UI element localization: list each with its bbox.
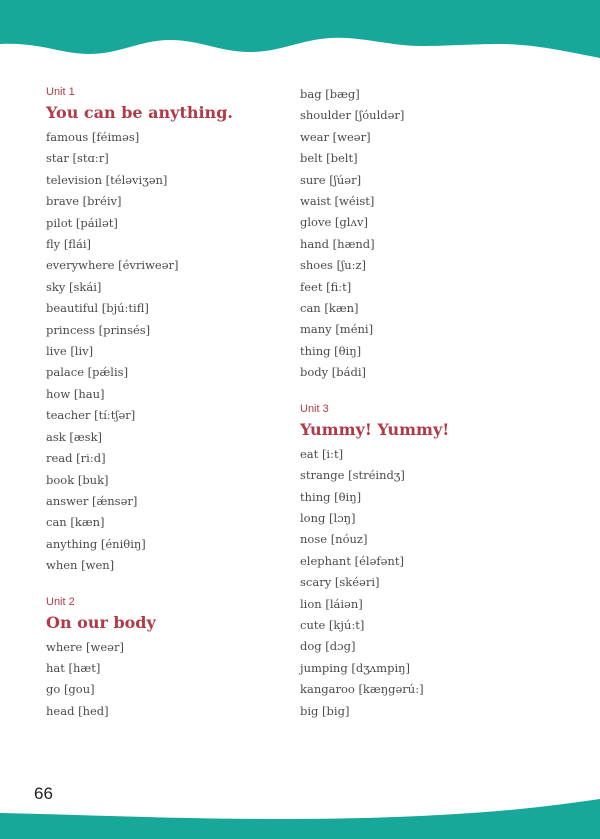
word-item: hat [hæt] [46, 660, 101, 675]
word-item: hand [hænd] [300, 236, 375, 251]
word-item: ask [æsk] [46, 429, 103, 444]
word-item: pilot [páilət] [46, 215, 118, 230]
word-item: shoes [ʃuːz] [300, 258, 367, 273]
word-item: dog [dɔg] [300, 639, 356, 654]
word-item: lion [láiən] [300, 596, 363, 611]
word-item: head [hed] [46, 703, 109, 718]
word-item: waist [wéist] [300, 194, 375, 209]
word-item: can [kæn] [46, 515, 105, 530]
word-item: television [téləviʒən] [46, 172, 168, 187]
word-item: kangaroo [kæŋgərúː] [300, 682, 424, 697]
word-item: teacher [tíːtʃər] [46, 408, 136, 423]
word-item: belt [belt] [300, 151, 358, 166]
word-item: beautiful [bjúːtifl] [46, 301, 149, 316]
word-item: fly [flái] [46, 237, 92, 252]
word-item: book [buk] [46, 472, 109, 487]
word-item: many [méni] [300, 322, 374, 337]
word-item: glove [glʌv] [300, 215, 368, 230]
word-item: everywhere [évriweər] [46, 258, 179, 273]
left-column [46, 84, 286, 722]
unit-2-word-list-right [300, 84, 560, 384]
word-item: wear [weər] [300, 129, 371, 144]
unit-2-word-list-left [46, 637, 286, 723]
word-item: read [riːd] [46, 451, 106, 466]
word-item: star [stɑːr] [46, 151, 109, 166]
unit-3-label: Unit 3 [300, 402, 329, 415]
word-item: nose [nóuz] [300, 532, 368, 547]
unit-1-title: You can be anything. [46, 103, 233, 122]
top-wave-decoration [0, 0, 600, 70]
unit-1-word-list [46, 127, 286, 577]
word-item: strange [stréindʒ] [300, 468, 405, 483]
page-number: 66 [34, 784, 53, 803]
unit-1-label: Unit 1 [46, 86, 75, 98]
unit-3-title: Yummy! Yummy! [300, 419, 450, 439]
word-item: body [bádi] [300, 365, 367, 380]
word-item: elephant [éləfənt] [300, 553, 404, 568]
word-item: how [hau] [46, 386, 105, 401]
word-item: live [liv] [46, 344, 94, 359]
word-item: sky [skái] [46, 279, 102, 294]
word-item: bag [bæg] [300, 87, 360, 101]
word-item: can [kæn] [300, 301, 359, 316]
word-item: big [big] [300, 703, 350, 718]
word-item: scary [skéəri] [300, 575, 380, 590]
word-item: sure [ʃúər] [300, 172, 362, 187]
word-item: thing [θiŋ] [300, 489, 362, 504]
unit-2-label: Unit 2 [46, 595, 75, 608]
word-item: feet [fiːt] [300, 279, 352, 294]
word-item: thing [θiŋ] [300, 343, 362, 358]
word-item: when [wen] [46, 558, 115, 573]
word-item: brave [bréiv] [46, 194, 122, 209]
word-item: answer [ǽnsər] [46, 493, 138, 508]
word-item: palace [pǽlis] [46, 365, 129, 380]
word-item: princess [prinsés] [46, 322, 151, 337]
word-item: famous [féiməs] [46, 130, 140, 144]
word-item: where [weər] [46, 639, 124, 654]
bottom-wave-decoration [0, 789, 600, 839]
word-item: jumping [dʒʌmpiŋ] [300, 660, 411, 675]
word-item: eat [iːt] [300, 446, 344, 461]
word-item: shoulder [ʃóuldər] [300, 108, 405, 123]
word-item: go [gou] [46, 682, 95, 697]
word-item: cute [kjúːt] [300, 617, 365, 632]
unit-2-title: On our body [46, 612, 156, 632]
word-item: long [lɔŋ] [300, 510, 356, 525]
word-item: anything [éniθiŋ] [46, 536, 146, 551]
unit-3-word-list [300, 444, 560, 722]
right-column [300, 84, 560, 722]
